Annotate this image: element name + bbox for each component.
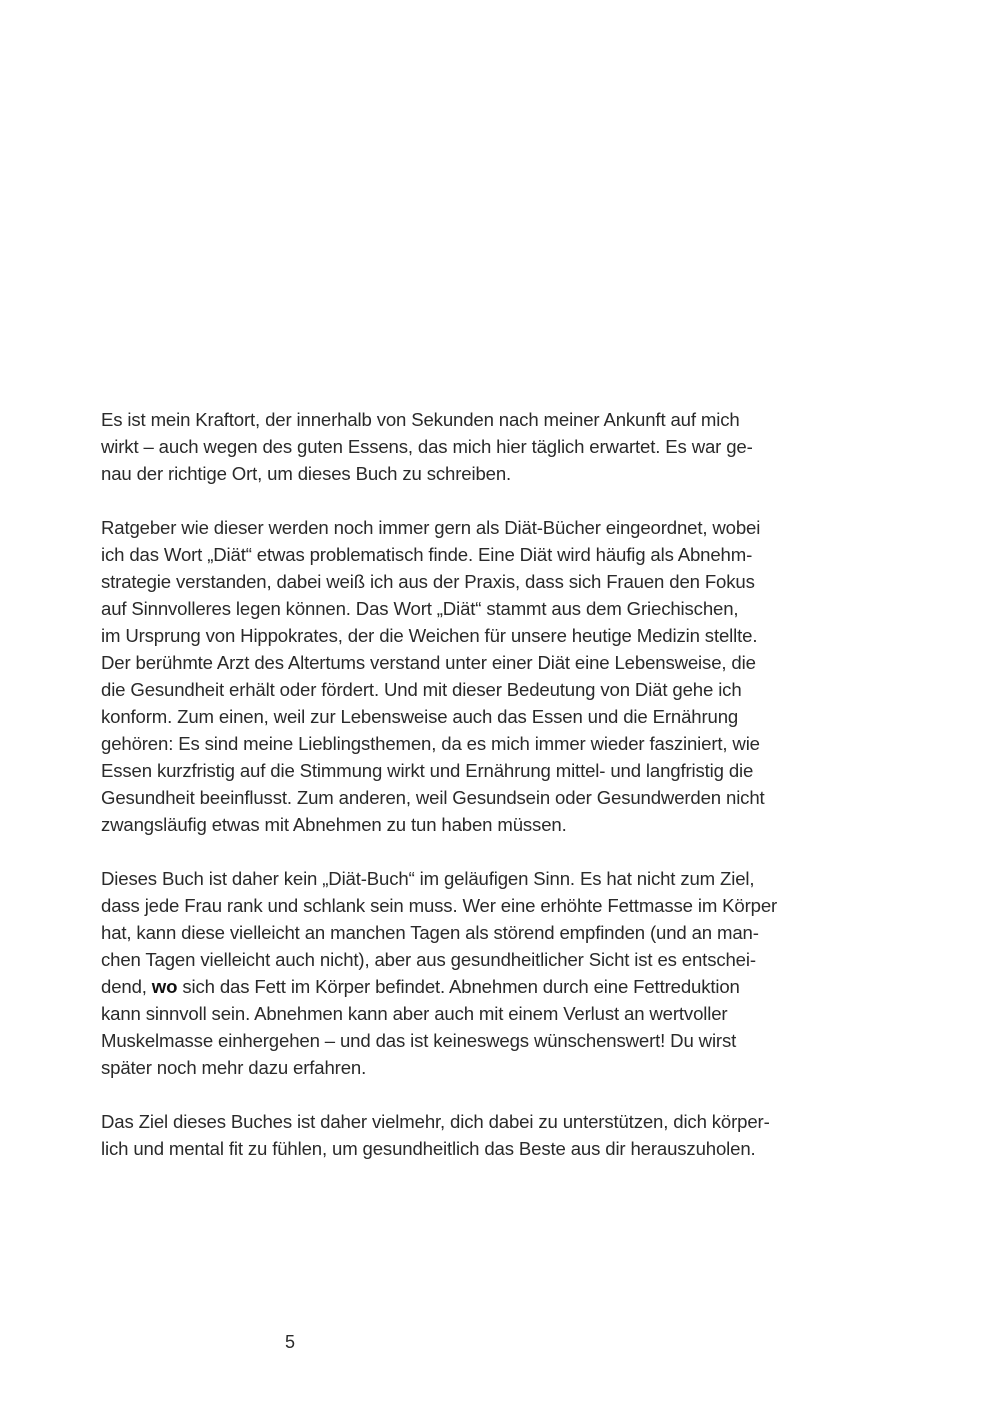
- text-line: Es ist mein Kraftort, der innerhalb von Sekunden nach meiner Ankunft auf mich: [101, 409, 740, 430]
- text-line: wirkt – auch wegen des guten Essens, das mich hier täglich erwartet. Es war ge-: [101, 436, 753, 457]
- text-line: Der berühmte Arzt des Altertums verstand unter einer Diät eine Lebensweise, die: [101, 652, 756, 673]
- paragraph-3: [101, 865, 831, 1081]
- text-line: lich und mental fit zu fühlen, um gesundheitlich das Beste aus dir herauszuholen.: [101, 1138, 756, 1159]
- text-line: die Gesundheit erhält oder fördert. Und mit dieser Bedeutung von Diät gehe ich: [101, 679, 742, 700]
- text-line: chen Tagen vielleicht auch nicht), aber aus gesundheitlicher Sicht ist es entschei-: [101, 949, 756, 970]
- text-line: Gesundheit beeinflusst. Zum anderen, weil Gesundsein oder Gesundwerden nicht: [101, 787, 765, 808]
- line-prefix: dend,: [101, 976, 152, 997]
- line-suffix: sich das Fett im Körper befindet. Abnehmen durch eine Fettreduktion: [177, 976, 740, 997]
- text-line: Das Ziel dieses Buches ist daher vielmehr, dich dabei zu unterstützen, dich körper-: [101, 1111, 770, 1132]
- text-line: Ratgeber wie dieser werden noch immer gern als Diät-Bücher eingeordnet, wobei: [101, 517, 761, 538]
- text-line: gehören: Es sind meine Lieblingsthemen, da es mich immer wieder fasziniert, wie: [101, 733, 760, 754]
- text-line: kann sinnvoll sein. Abnehmen kann aber auch mit einem Verlust an wertvoller: [101, 1003, 728, 1024]
- text-line: auf Sinnvolleres legen können. Das Wort „Diät“ stammt aus dem Griechischen,: [101, 598, 739, 619]
- text-line: ich das Wort „Diät“ etwas problematisch finde. Eine Diät wird häufig als Abnehm-: [101, 544, 753, 565]
- body-text: [101, 406, 831, 1162]
- text-line: Dieses Buch ist daher kein „Diät-Buch“ im geläufigen Sinn. Es hat nicht zum Ziel,: [101, 868, 755, 889]
- text-line: dass jede Frau rank und schlank sein muss. Wer eine erhöhte Fettmasse im Körper: [101, 895, 778, 916]
- text-line: im Ursprung von Hippokrates, der die Weichen für unsere heutige Medizin stellte.: [101, 625, 758, 646]
- paragraph-1: [101, 406, 831, 487]
- paragraph-4: [101, 1108, 831, 1162]
- paragraph-2: [101, 514, 831, 838]
- page-number: 5: [285, 1332, 296, 1352]
- text-line: hat, kann diese vielleicht an manchen Tagen als störend empfinden (und an man-: [101, 922, 759, 943]
- text-line: zwangsläufig etwas mit Abnehmen zu tun haben müssen.: [101, 814, 567, 835]
- text-line: Muskelmasse einhergehen – und das ist keineswegs wünschenswert! Du wirst: [101, 1030, 737, 1051]
- text-line: später noch mehr dazu erfahren.: [101, 1057, 367, 1078]
- text-line: konform. Zum einen, weil zur Lebensweise auch das Essen und die Ernährung: [101, 706, 739, 727]
- text-line: nau der richtige Ort, um dieses Buch zu schreiben.: [101, 463, 512, 484]
- text-line: strategie verstanden, dabei weiß ich aus der Praxis, dass sich Frauen den Fokus: [101, 571, 755, 592]
- emphasized-word: wo: [151, 976, 178, 997]
- text-line: Essen kurzfristig auf die Stimmung wirkt und Ernährung mittel- und langfristig die: [101, 760, 754, 781]
- text-line-with-emphasis: [101, 973, 831, 1000]
